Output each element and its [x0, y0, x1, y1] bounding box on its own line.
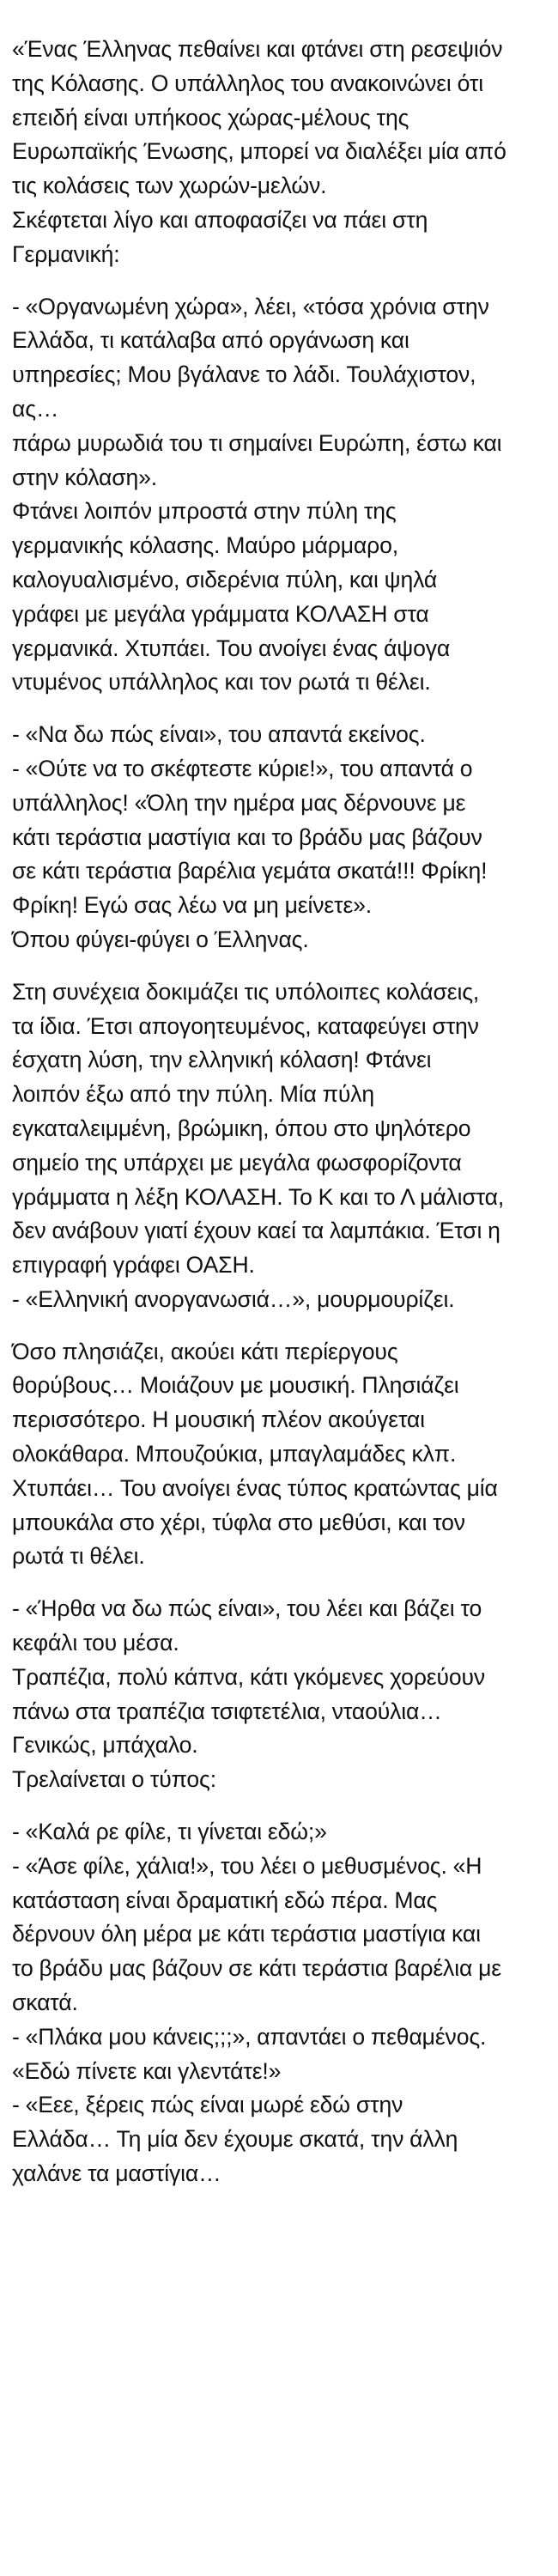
text-line: επιγραφή γράφει ΟΑΣΗ.: [12, 1252, 255, 1279]
text-line: Όσο πλησιάζει, ακούει κάτι περίεργους: [12, 1338, 398, 1364]
text-line: Γενικώς, μπάχαλο.: [12, 1732, 198, 1759]
text-line: λοιπόν έξω από την πύλη. Μία πύλη: [12, 1081, 375, 1108]
text-line: - «Ήρθα να δω πώς είναι», του λέει και βάζει το: [12, 1595, 482, 1622]
text-line: δεν ανάβουν γιατί έχουν καεί τα λαμπάκια. Έτσι η: [12, 1218, 500, 1244]
text-line: - «Πλάκα μου κάνεις;;;», απαντάει ο πεθαμένος.: [12, 2023, 487, 2050]
paragraph-6: [12, 1592, 553, 1797]
paragraph-2: [12, 290, 553, 701]
text-line: ρωτά τι θέλει.: [12, 1543, 145, 1570]
text-line: γερμανικά. Χτυπάει. Του ανοίγει ένας άψογα: [12, 635, 451, 661]
text-line: σημείο της υπάρχει με μεγάλα φωσφορίζοντα: [12, 1149, 462, 1176]
paragraph-3: [12, 718, 553, 957]
text-line: κατάσταση είναι δραματική εδώ πέρα. Μας: [12, 1886, 438, 1913]
text-line: επειδή είναι υπήκοος χώρας-μέλους της: [12, 104, 409, 131]
text-line: τα ίδια. Έτσι απογοητευμένος, καταφεύγει στην: [12, 1012, 479, 1039]
paragraph-7: [12, 1815, 553, 2191]
text-line: Ευρωπαϊκής Ένωσης, μπορεί να διαλέξει μία από: [12, 138, 506, 165]
text-line: της Κόλασης. Ο υπάλληλος του ανακοινώνει ότι: [12, 70, 484, 96]
text-line: γράμματα η λέξη ΚΟΛΑΣΗ. Το Κ και το Λ μάλιστα,: [12, 1183, 505, 1210]
text-line: Όπου φύγει-φύγει ο Έλληνας.: [12, 926, 309, 952]
text-line: καλογυαλισμένο, σιδερένια πύλη, και ψηλά: [12, 566, 438, 592]
text-line: περισσότερο. Η μουσική πλέον ακούγεται: [12, 1406, 425, 1433]
text-line: - «Ελληνική ανοργανωσιά…», μουρμουρίζει.: [12, 1285, 455, 1312]
text-line: - «Να δω πώς είναι», του απαντά εκείνος.: [12, 721, 426, 748]
text-line: πάνω στα τραπέζια τσιφτετέλια, νταούλια…: [12, 1698, 442, 1724]
text-line: στην κόλαση».: [12, 464, 158, 490]
text-line: Τρελαίνεται ο τύπος:: [12, 1766, 216, 1793]
text-line: Ελλάδα, τι κατάλαβα από οργάνωση και: [12, 327, 409, 354]
text-line: - «Ούτε να το σκέφτεστε κύριε!», του απαντά ο: [12, 755, 473, 781]
text-line: - «Άσε φίλε, χάλια!», του λέει ο μεθυσμένος. «Η: [12, 1852, 482, 1879]
text-line: χαλάνε τα μαστίγια…: [12, 2160, 221, 2187]
text-line: σε κάτι τεράστια βαρέλια γεμάτα σκατά!!! Φρίκη!: [12, 858, 488, 884]
text-line: μπουκάλα στο χέρι, τύφλα στο μεθύσι, και τον: [12, 1509, 465, 1535]
text-line: υπάλληλος! «Όλη την ημέρα μας δέρνουνε με: [12, 789, 466, 816]
text-line: υπηρεσίες; Μου βγάλανε το λάδι. Τουλάχιστον,: [12, 361, 476, 388]
text-line: Γερμανική:: [12, 240, 120, 267]
text-line: «Ένας Έλληνας πεθαίνει και φτάνει στη ρεσεψιόν: [12, 36, 503, 62]
joke-article: [12, 33, 553, 2209]
text-line: έσχατη λύση, την ελληνική κόλαση! Φτάνει: [12, 1047, 432, 1073]
text-line: - «Καλά ρε φίλε, τι γίνεται εδώ;»: [12, 1819, 327, 1845]
text-line: ολοκάθαρα. Μπουζούκια, μπαγλαμάδες κλπ.: [12, 1441, 457, 1467]
text-line: θορύβους… Μοιάζουν με μουσική. Πλησιάζει: [12, 1372, 459, 1399]
text-line: - «Εεε, ξέρεις πώς είναι μωρέ εδώ στην: [12, 2092, 403, 2118]
text-line: εγκαταλειμμένη, βρώμικη, όπου στο ψηλότερο: [12, 1115, 471, 1141]
text-line: πάρω μυρωδιά του τι σημαίνει Ευρώπη, έστω και: [12, 429, 502, 456]
text-line: Στη συνέχεια δοκιμάζει τις υπόλοιπες κολάσεις,: [12, 978, 480, 1005]
text-line: Φρίκη! Εγώ σας λέω να μη μείνετε».: [12, 892, 373, 919]
text-line: Ελλάδα… Τη μία δεν έχουμε σκατά, την άλλη: [12, 2126, 458, 2153]
paragraph-5: [12, 1335, 553, 1575]
text-line: Χτυπάει… Του ανοίγει ένας τύπος κρατώντας μία: [12, 1474, 498, 1501]
text-line: δέρνουν όλη μέρα με κάτι τεράστια μαστίγια και: [12, 1921, 481, 1947]
text-line: γράφει με μεγάλα γράμματα ΚΟΛΑΣΗ στα: [12, 600, 429, 627]
paragraph-4: [12, 975, 553, 1317]
text-line: - «Οργανωμένη χώρα», λέει, «τόσα χρόνια στην: [12, 293, 489, 319]
text-line: Σκέφτεται λίγο και αποφασίζει να πάει στη: [12, 206, 428, 233]
text-line: το βράδυ μας βάζουν σε κάτι τεράστια βαρέλια με: [12, 1955, 501, 1982]
text-line: κάτι τεράστια μαστίγια και το βράδυ μας βάζουν: [12, 823, 482, 850]
paragraph-1: [12, 33, 553, 272]
text-line: γερμανικής κόλασης. Μαύρο μάρμαρο,: [12, 532, 399, 559]
text-line: τις κολάσεις των χωρών-μελών.: [12, 173, 327, 199]
text-line: Τραπέζια, πολύ κάπνα, κάτι γκόμενες χορεύουν: [12, 1663, 486, 1690]
text-line: ας…: [12, 395, 59, 422]
text-line: ντυμένος υπάλληλος και τον ρωτά τι θέλει.: [12, 669, 431, 696]
text-line: κεφάλι του μέσα.: [12, 1630, 179, 1656]
text-line: σκατά.: [12, 1990, 78, 2016]
text-line: «Εδώ πίνετε και γλεντάτε!»: [12, 2057, 282, 2084]
text-line: Φτάνει λοιπόν μπροστά στην πύλη της: [12, 498, 397, 525]
